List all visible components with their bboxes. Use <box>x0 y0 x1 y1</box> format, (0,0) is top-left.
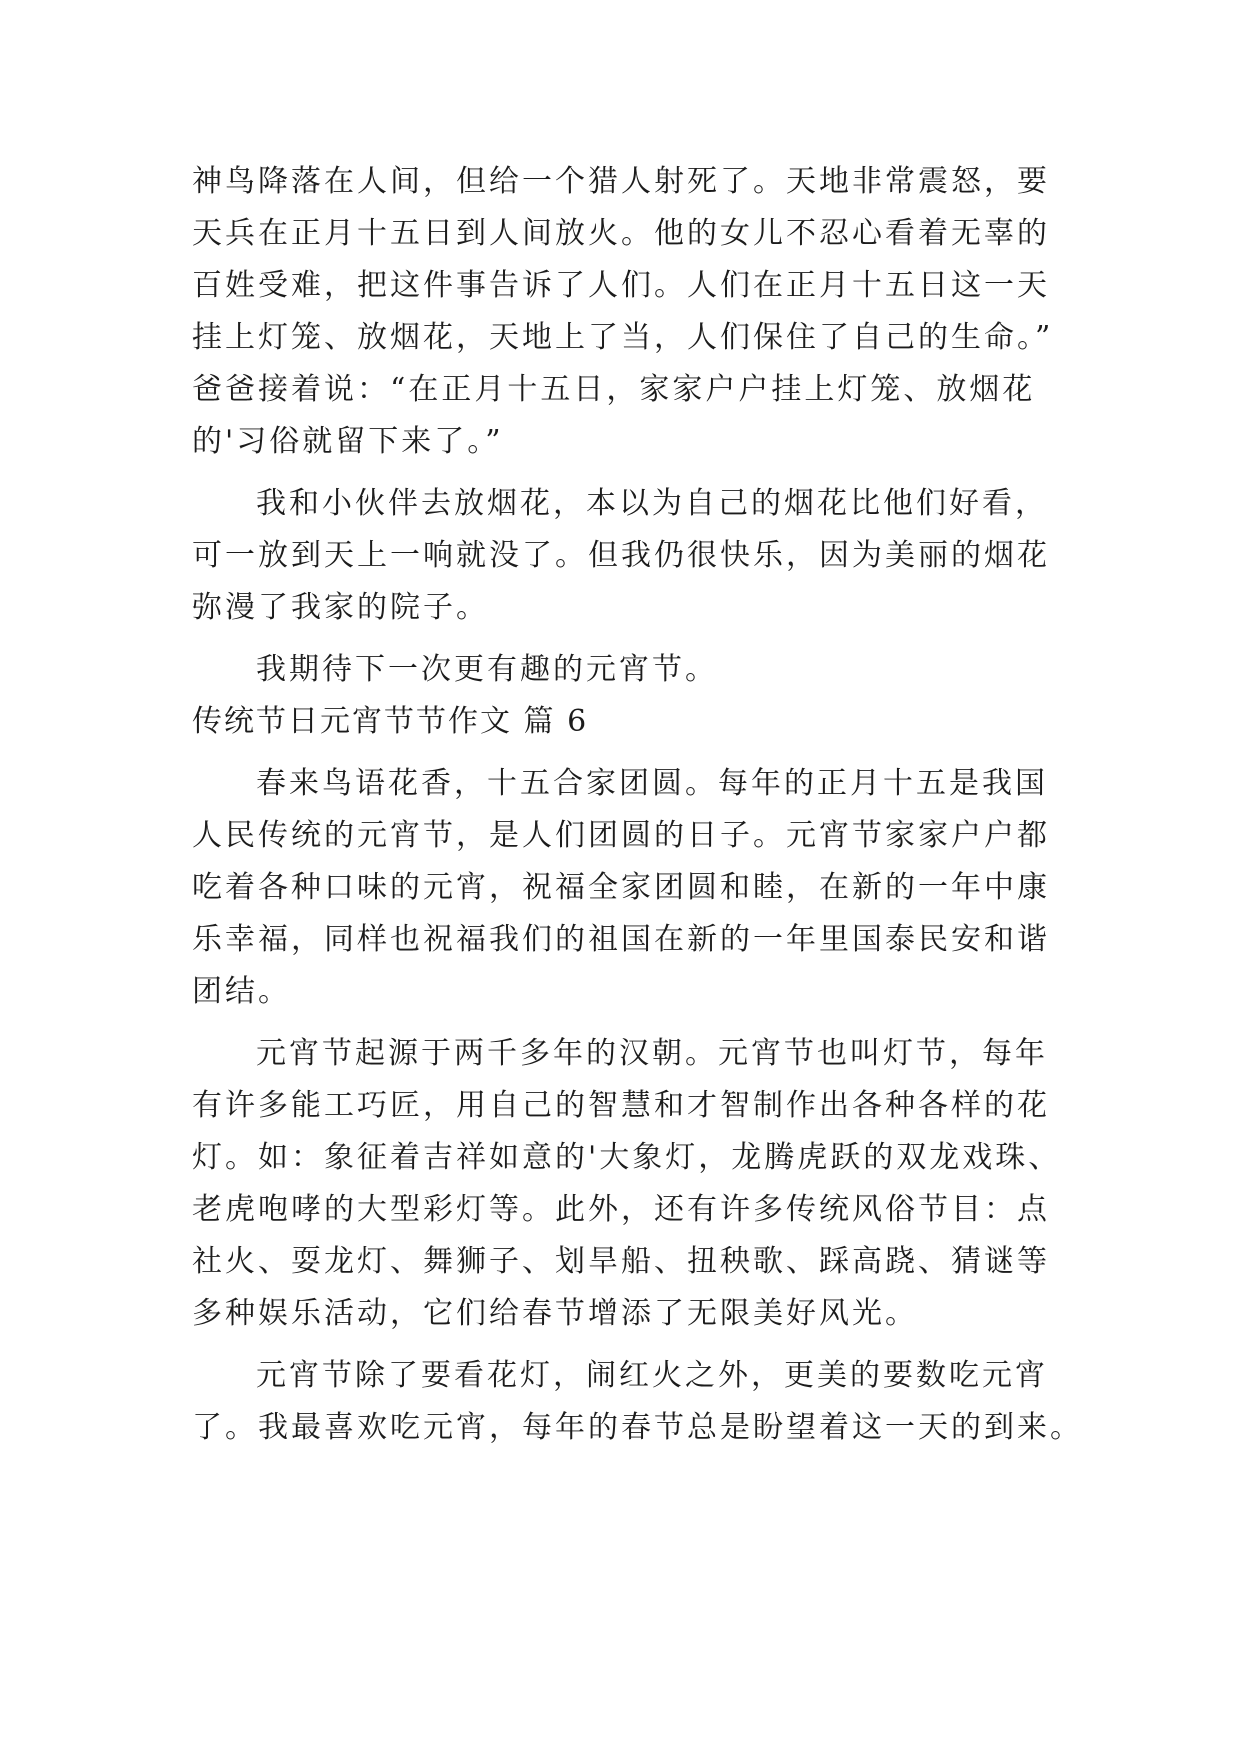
paragraph <box>192 758 1062 1018</box>
section-heading <box>192 696 1062 748</box>
paragraph <box>192 1028 1062 1340</box>
text-line: 乐幸福，同样也祝福我们的祖国在新的一年里国泰民安和谐 <box>192 922 1050 957</box>
text-line: 春来鸟语花香，十五合家团圆。每年的正月十五是我国 <box>256 766 1048 801</box>
text-line: 天兵在正月十五日到人间放火。他的女儿不忍心看着无辜的 <box>192 216 1050 251</box>
text-line: 团结。 <box>192 974 291 1009</box>
text-line: 社火、耍龙灯、舞狮子、划旱船、扭秧歌、踩高跷、猜谜等 <box>192 1244 1050 1279</box>
paragraph <box>192 478 1062 634</box>
text-line: 了。我最喜欢吃元宵，每年的春节总是盼望着这一天的到来。 <box>192 1410 1083 1445</box>
heading-text: 传统节日元宵节节作文 篇 6 <box>192 704 589 739</box>
text-line: 我期待下一次更有趣的元宵节。 <box>256 652 718 687</box>
text-line: 可一放到天上一响就没了。但我仍很快乐，因为美丽的烟花 <box>192 538 1050 573</box>
text-line: 挂上灯笼、放烟花，天地上了当，人们保住了自己的生命。” <box>192 320 1054 355</box>
text-line: 的'习俗就留下来了。” <box>192 424 504 459</box>
text-line: 吃着各种口味的元宵，祝福全家团圆和睦，在新的一年中康 <box>192 870 1050 905</box>
text-line: 弥漫了我家的院子。 <box>192 590 489 625</box>
text-line: 我和小伙伴去放烟花，本以为自己的烟花比他们好看， <box>256 486 1048 521</box>
paragraph <box>192 1350 1083 1454</box>
text-line: 元宵节起源于两千多年的汉朝。元宵节也叫灯节，每年 <box>256 1036 1048 1071</box>
text-line: 多种娱乐活动，它们给春节增添了无限美好风光。 <box>192 1296 918 1331</box>
text-line: 爸爸接着说：“在正月十五日，家家户户挂上灯笼、放烟花 <box>192 372 1036 407</box>
text-line: 老虎咆哮的大型彩灯等。此外，还有许多传统风俗节目：点 <box>192 1192 1050 1227</box>
text-line: 人民传统的元宵节，是人们团圆的日子。元宵节家家户户都 <box>192 818 1050 853</box>
text-line: 元宵节除了要看花灯，闹红火之外，更美的要数吃元宵 <box>256 1358 1048 1393</box>
paragraph <box>192 644 1062 696</box>
text-line: 灯。如：象征着吉祥如意的'大象灯，龙腾虎跃的双龙戏珠、 <box>192 1140 1062 1175</box>
text-line: 百姓受难，把这件事告诉了人们。人们在正月十五日这一天 <box>192 268 1050 303</box>
document-body <box>192 156 1083 1454</box>
text-line: 神鸟降落在人间，但给一个猎人射死了。天地非常震怒，要 <box>192 164 1050 199</box>
paragraph <box>192 156 1062 468</box>
text-line: 有许多能工巧匠，用自己的智慧和才智制作出各种各样的花 <box>192 1088 1050 1123</box>
